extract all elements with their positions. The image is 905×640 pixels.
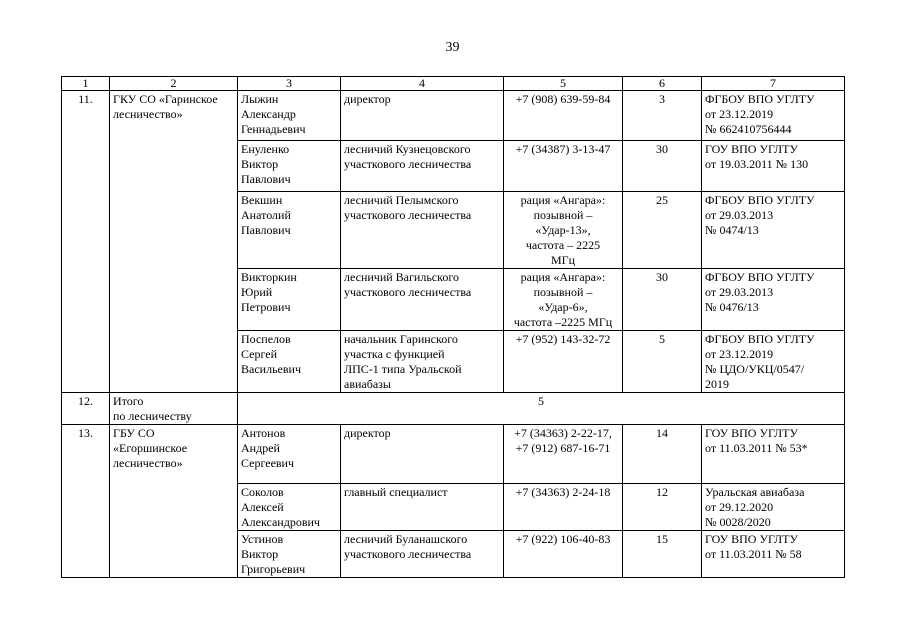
person-education: ГОУ ВПО УГЛТУ от 19.03.2011 № 130 (702, 141, 845, 192)
person-position: директор (341, 91, 504, 141)
organization-name: ГКУ СО «Гаринское лесничество» (110, 91, 238, 393)
person-name: Викторкин Юрий Петрович (238, 269, 341, 331)
person-years: 3 (623, 91, 702, 141)
person-education: ФГБОУ ВПО УГЛТУ от 23.12.2019 № 662410756444 (702, 91, 845, 141)
person-years: 14 (623, 425, 702, 484)
column-numbers-row (62, 77, 845, 91)
person-contact: +7 (34363) 2-22-17, +7 (912) 687-16-71 (504, 425, 623, 484)
header-cell: 5 (504, 77, 623, 91)
person-years: 25 (623, 192, 702, 269)
table-row (62, 425, 845, 484)
person-position: лесничий Кузнецовского участкового лесничества (341, 141, 504, 192)
person-position: главный специалист (341, 484, 504, 531)
person-education: ФГБОУ ВПО УГЛТУ от 23.12.2019 № ЦДО/УКЦ/0547/ 2019 (702, 331, 845, 393)
person-contact: +7 (952) 143-32-72 (504, 331, 623, 393)
person-years: 30 (623, 269, 702, 331)
person-years: 12 (623, 484, 702, 531)
person-contact: рация «Ангара»: позывной – «Удар-13», частота – 2225 МГц (504, 192, 623, 269)
person-education: ГОУ ВПО УГЛТУ от 11.03.2011 № 58 (702, 531, 845, 578)
row-number: 13. (62, 425, 110, 578)
person-position: лесничий Пелымского участкового лесничества (341, 192, 504, 269)
person-name: Устинов Виктор Григорьевич (238, 531, 341, 578)
person-contact: +7 (922) 106-40-83 (504, 531, 623, 578)
person-name: Енуленко Виктор Павлович (238, 141, 341, 192)
header-cell: 6 (623, 77, 702, 91)
person-position: лесничий Буланашского участкового лесничества (341, 531, 504, 578)
row-number: 11. (62, 91, 110, 393)
person-position: директор (341, 425, 504, 484)
header-cell: 7 (702, 77, 845, 91)
person-education: ГОУ ВПО УГЛТУ от 11.03.2011 № 53* (702, 425, 845, 484)
person-contact: рация «Ангара»: позывной – «Удар-6», частота –2225 МГц (504, 269, 623, 331)
person-education: ФГБОУ ВПО УГЛТУ от 29.03.2013 № 0476/13 (702, 269, 845, 331)
person-name: Векшин Анатолий Павлович (238, 192, 341, 269)
person-name: Соколов Алексей Александрович (238, 484, 341, 531)
person-years: 30 (623, 141, 702, 192)
row-number: 12. (62, 393, 110, 425)
total-row (62, 393, 845, 425)
person-position: начальник Гаринского участка с функцией ЛПС-1 типа Уральской авиабазы (341, 331, 504, 393)
header-cell: 3 (238, 77, 341, 91)
total-label: Итого по лесничеству (110, 393, 238, 425)
total-value: 5 (238, 393, 845, 425)
person-education: Уральская авиабаза от 29.12.2020 № 0028/2020 (702, 484, 845, 531)
page-number: 39 (445, 40, 460, 55)
person-position: лесничий Вагильского участкового лесничества (341, 269, 504, 331)
header-cell: 1 (62, 77, 110, 91)
staff-table (61, 76, 845, 578)
person-name: Поспелов Сергей Васильевич (238, 331, 341, 393)
person-education: ФГБОУ ВПО УГЛТУ от 29.03.2013 № 0474/13 (702, 192, 845, 269)
person-contact: +7 (34387) 3-13-47 (504, 141, 623, 192)
person-name: Антонов Андрей Сергеевич (238, 425, 341, 484)
person-years: 15 (623, 531, 702, 578)
person-name: Лыжин Александр Геннадьевич (238, 91, 341, 141)
person-years: 5 (623, 331, 702, 393)
header-cell: 4 (341, 77, 504, 91)
person-contact: +7 (908) 639-59-84 (504, 91, 623, 141)
person-contact: +7 (34363) 2-24-18 (504, 484, 623, 531)
header-cell: 2 (110, 77, 238, 91)
organization-name: ГБУ СО «Егоршинское лесничество» (110, 425, 238, 578)
table-row (62, 91, 845, 141)
